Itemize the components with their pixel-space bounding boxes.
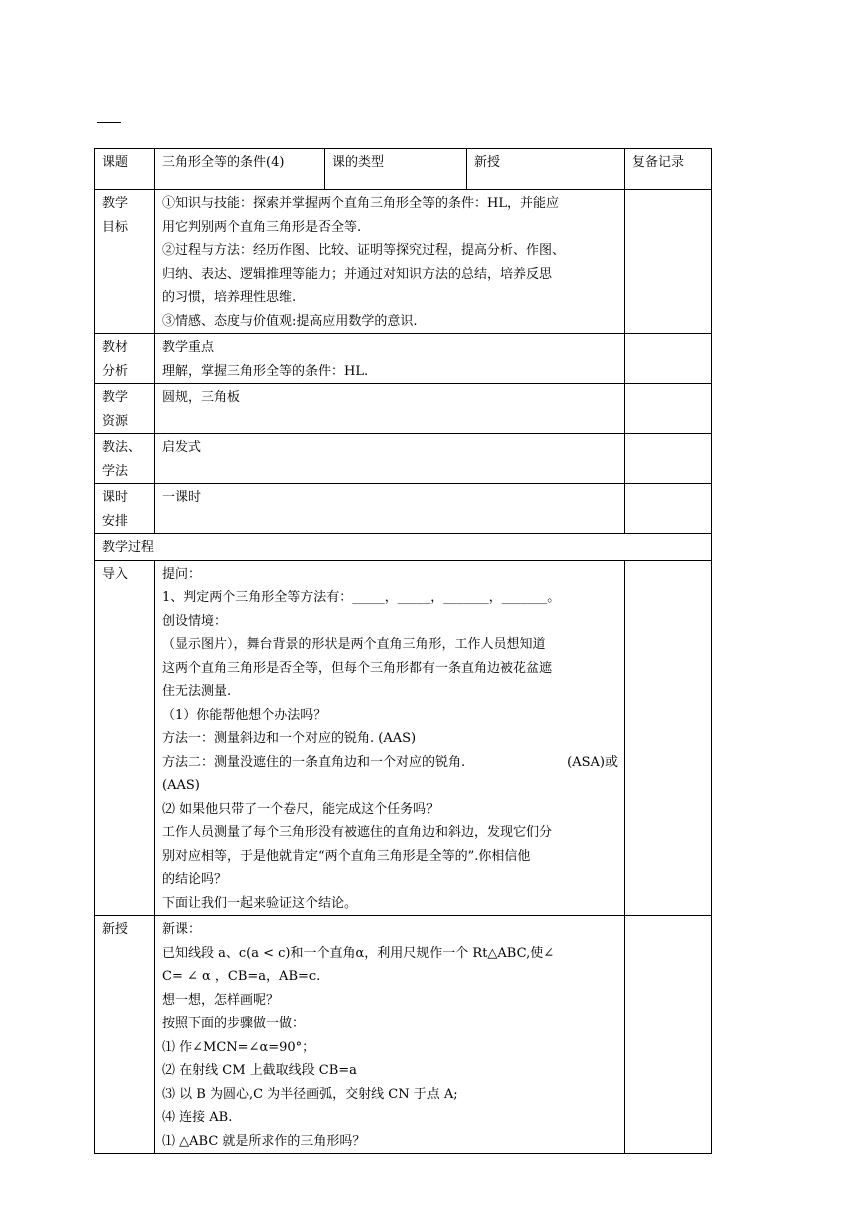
analysis-row xyxy=(95,334,712,384)
notes-label: 复备记录 xyxy=(625,149,712,190)
methods-label: 教法、 学法 xyxy=(95,434,155,484)
methods-notes xyxy=(625,434,712,484)
analysis-content: 教学重点 理解，掌握三角形全等的条件：HL. xyxy=(155,334,625,384)
intro-row xyxy=(95,560,712,916)
goals-row xyxy=(95,190,712,334)
intro-content: 提问： 1、判定两个三角形全等方法有：_____，_____，_______，_______。 创设情境： （显示图片），舞台背景的形状是两个直角三角形，工作人员想知道 这两个直角三角形是否全等，但每个三角形都有一条直角边被花盆遮 住无法测量. （1）你能帮他想个办法吗？ 方法一：测量斜边和一个对应的锐角. (AAS) 方法二：测量没遮住的一条直角边和一个对应的锐角. (ASA)或 (AAS) ⑵ 如果他只带了一个卷尺，能完成这个任务吗？ 工作人员测量了每个三角形没有被遮住的直角边和斜边，发现它们分 别对应相等，于是他就肯定“两个直角三角形是全等的”.你相信他 的结论吗？ 下面让我们一起来验证这个结论。 xyxy=(155,560,625,916)
new-lesson-row xyxy=(95,916,712,1154)
resources-content: 圆规，三角板 xyxy=(155,384,625,434)
lesson-plan-table xyxy=(94,148,712,1154)
asa-or-text: (ASA)或 xyxy=(567,754,618,770)
new-lesson-label: 新授 xyxy=(95,916,155,1154)
schedule-notes xyxy=(625,484,712,534)
resources-label: 教学 资源 xyxy=(95,384,155,434)
schedule-content: 一课时 xyxy=(155,484,625,534)
analysis-label: 教材 分析 xyxy=(95,334,155,384)
lesson-type-value: 新授 xyxy=(467,149,625,190)
schedule-label: 课时 安排 xyxy=(95,484,155,534)
analysis-notes xyxy=(625,334,712,384)
methods-content: 启发式 xyxy=(155,434,625,484)
new-lesson-notes xyxy=(625,916,712,1154)
topic-value: 三角形全等的条件(4) xyxy=(155,149,325,190)
header-row xyxy=(95,149,712,190)
topic-label: 课题 xyxy=(95,149,155,190)
header-rule xyxy=(97,122,121,123)
goals-label: 教学 目标 xyxy=(95,190,155,334)
resources-row xyxy=(95,384,712,434)
intro-label: 导入 xyxy=(95,560,155,916)
lesson-type-label: 课的类型 xyxy=(325,149,467,190)
process-label: 教学过程 xyxy=(95,534,712,561)
intro-notes xyxy=(625,560,712,916)
goals-content: ①知识与技能：探索并掌握两个直角三角形全等的条件：HL，并能应 用它判别两个直角三角形是否全等. ②过程与方法：经历作图、比较、证明等探究过程，提高分析、作图、 归纳、表达、逻辑推理等能力；并通过对知识方法的总结，培养反思 的习惯，培养理性思维. ③情感、态度与价值观:提高应用数学的意识. xyxy=(155,190,625,334)
schedule-row xyxy=(95,484,712,534)
process-row xyxy=(95,534,712,561)
resources-notes xyxy=(625,384,712,434)
methods-row xyxy=(95,434,712,484)
new-lesson-content: 新课： 已知线段 a、c(a < c)和一个直角α，利用尺规作一个 Rt△ABC,使∠ C= ∠ α ，CB=a，AB=c. 想一想，怎样画呢？ 按照下面的步骤做一做： ⑴ 作∠MCN=∠α=90°； ⑵ 在射线 CM 上截取线段 CB=a ⑶ 以 B 为圆心,C 为半径画弧，交射线 CN 于点 A; ⑷ 连接 AB. ⑴ △ABC 就是所求作的三角形吗？ xyxy=(155,916,625,1154)
goals-notes xyxy=(625,190,712,334)
